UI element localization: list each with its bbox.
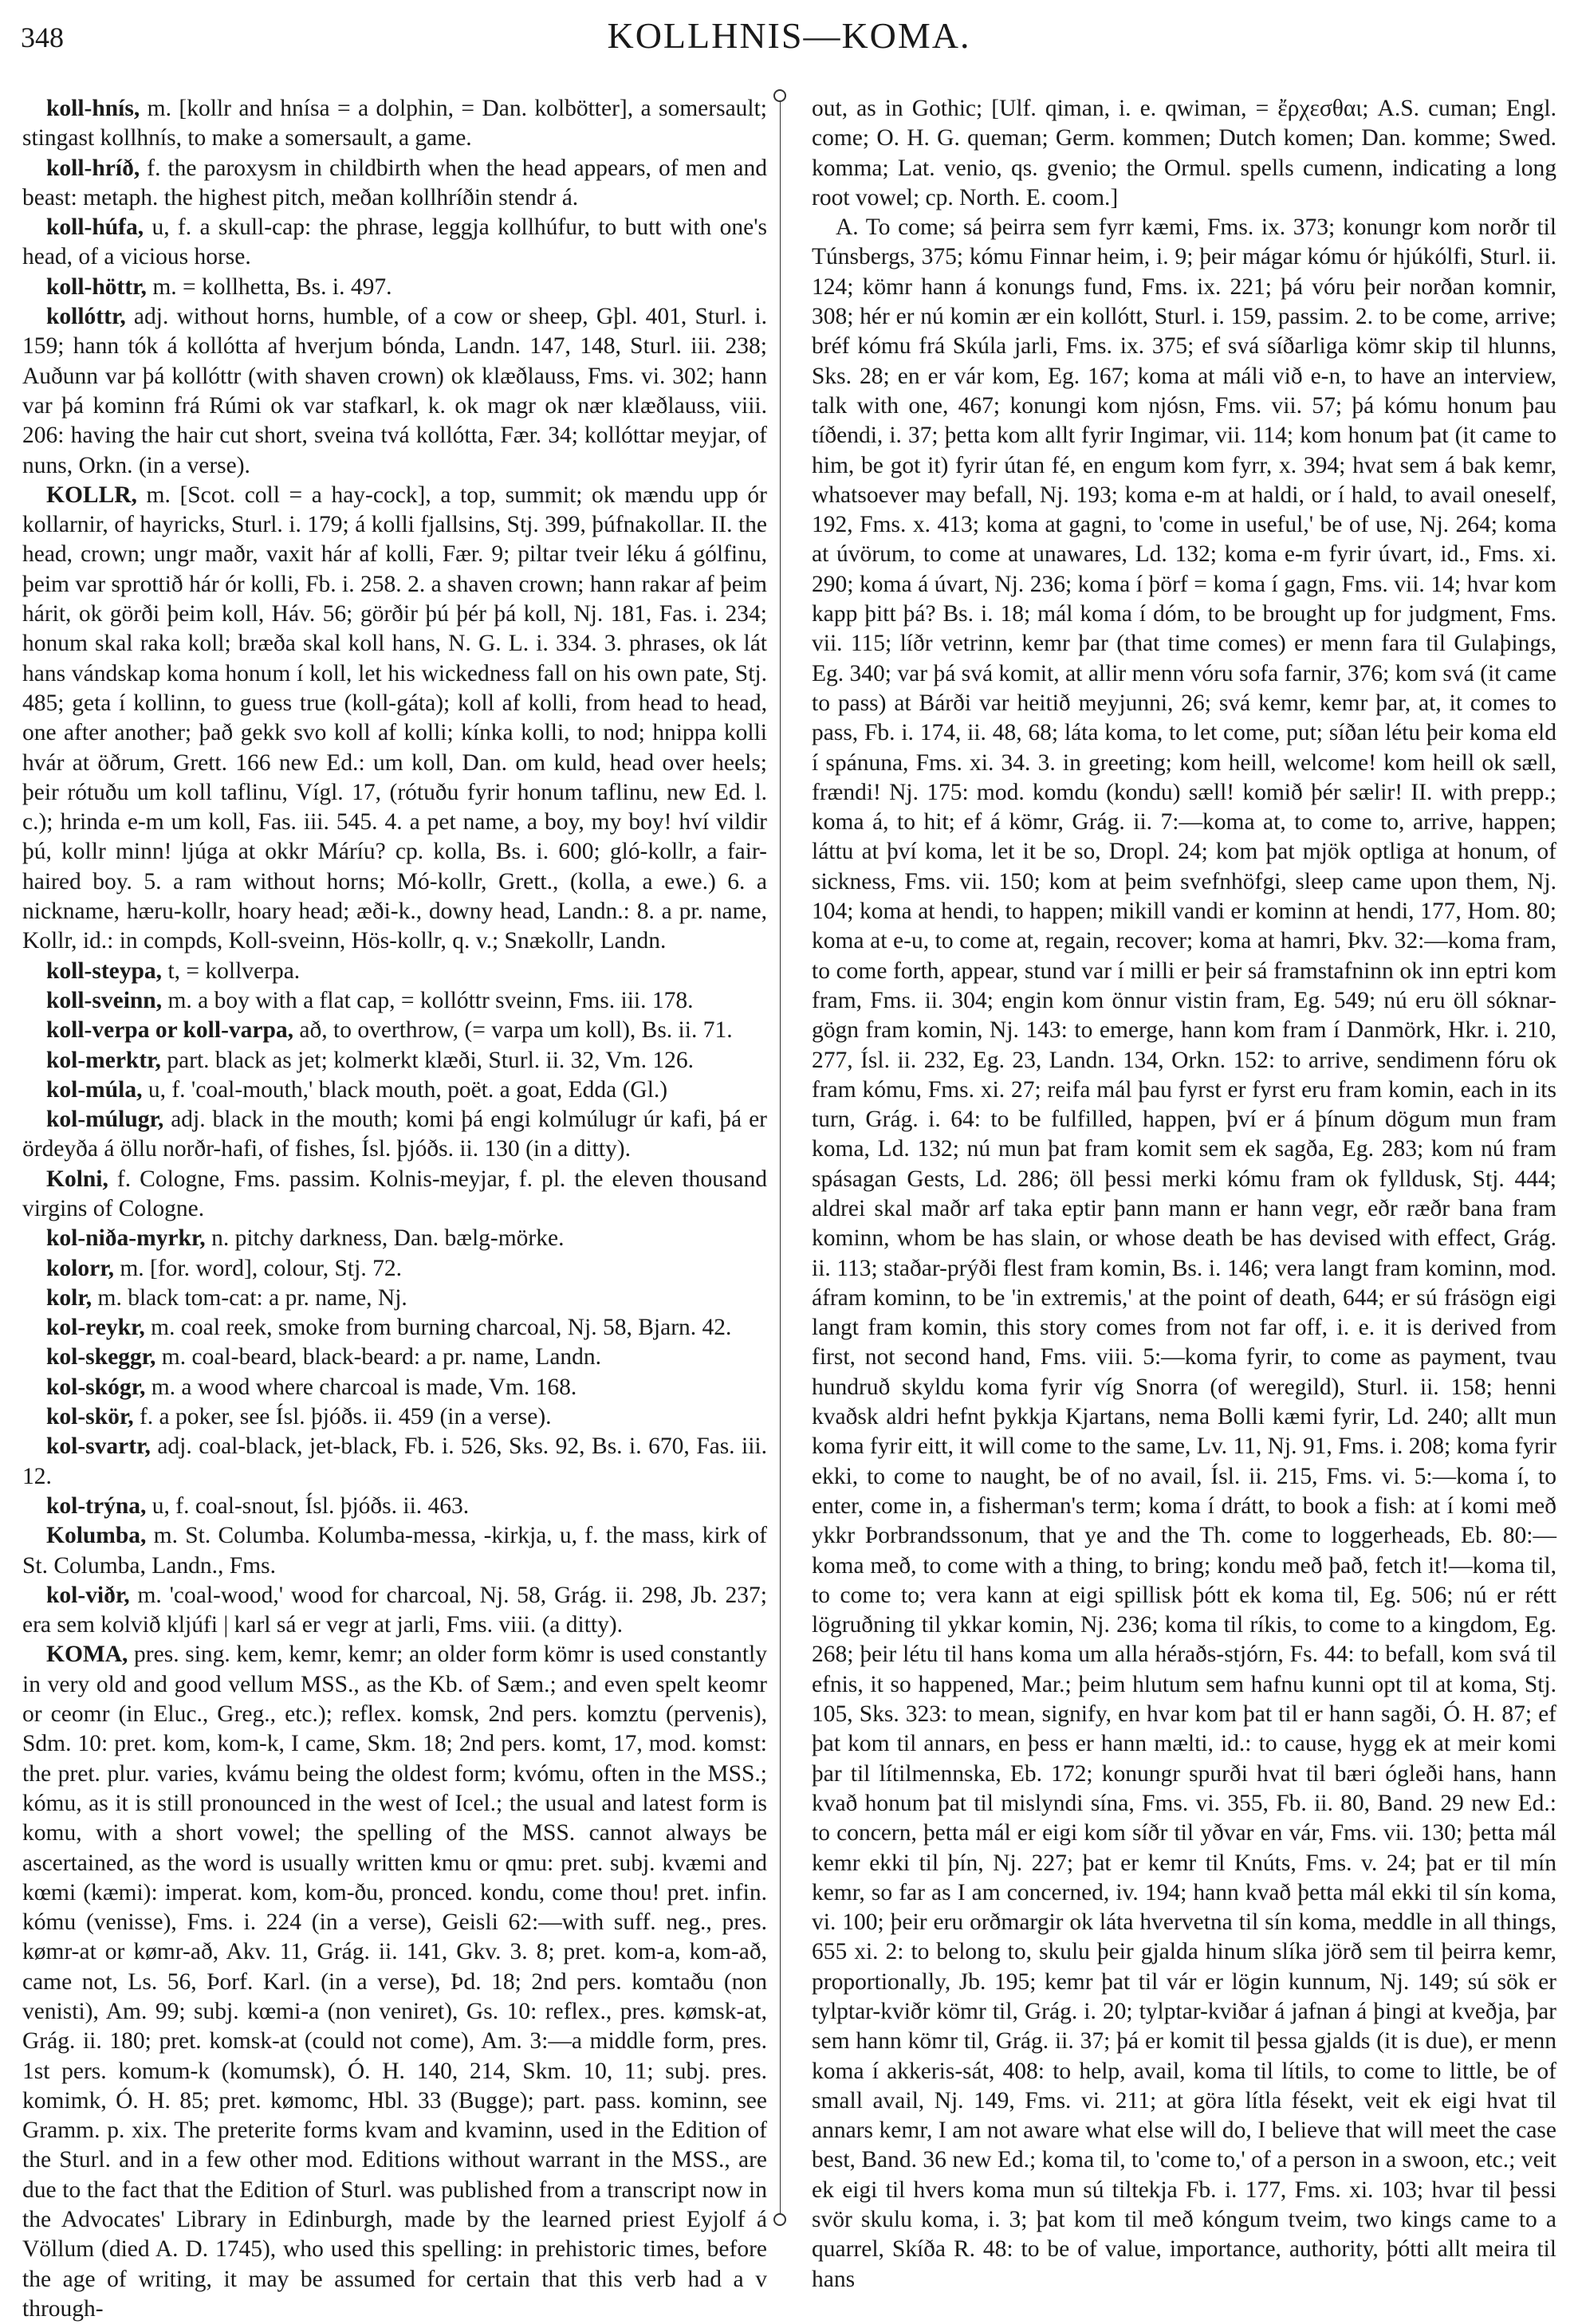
entry-headword: KOLLR, (46, 482, 137, 508)
entry-definition: að, to overthrow, (= varpa um koll), Bs. ii. 71. (293, 1017, 733, 1044)
entry-definition: m. [kollr and hnísa = a dolphin, = Dan. kolbötter], a somersault; stingast kollhnís, to make a somersault, a game. (22, 96, 767, 151)
dictionary-entry (22, 1343, 767, 1372)
dictionary-entry (22, 1640, 767, 2324)
entry-definition: m. coal-beard, black-beard: a pr. name, Landn. (155, 1344, 602, 1370)
dictionary-entry (22, 1284, 767, 1313)
entry-headword: kol-svartr, (46, 1433, 151, 1460)
entry-definition: u, f. coal-snout, Ísl. þjóðs. ii. 463. (146, 1492, 470, 1519)
entry-headword: koll-hríð, (46, 155, 140, 181)
entry-definition: u, f. a skull-cap: the phrase, leggja kollhúfur, to butt with one's head, of a vicious horse. (22, 214, 767, 270)
divider-ornament-icon (773, 2213, 786, 2226)
entry-headword: koll-hnís, (46, 96, 140, 121)
page-title: KOLLHNIS—KOMA. (607, 15, 971, 56)
left-column (22, 94, 767, 2324)
dictionary-entry (22, 1373, 767, 1402)
entry-definition: out, as in Gothic; [Ulf. qiman, i. e. qwiman, = ἔρχεσθαι; A.S. cuman; Engl. come; O. H. G. queman; Germ. kommen; Dutch komen; Dan. komme; Swed. komma; Lat. venio, qs. gvenio; the Ormul. spells cumenn, indicating a long root vowel; cp. North. E. coom.] (812, 96, 1556, 210)
entry-headword: kol-merktr, (46, 1047, 161, 1073)
dictionary-entry (22, 302, 767, 481)
dictionary-entry (22, 1402, 767, 1432)
entry-headword: kollóttr, (46, 304, 126, 330)
entry-headword: kol-trýna, (46, 1492, 147, 1519)
entry-headword: kol-viðr, (46, 1582, 130, 1608)
dictionary-entry (22, 1313, 767, 1343)
entry-definition: f. a poker, see Ísl. þjóðs. ii. 459 (in a verse). (133, 1404, 552, 1430)
entry-definition: m. = kollhetta, Bs. i. 497. (146, 273, 392, 300)
dictionary-entry (812, 213, 1556, 2295)
page-header (21, 14, 1557, 70)
dictionary-entry (22, 213, 767, 273)
entry-headword: kol-skeggr, (46, 1344, 156, 1370)
dictionary-entry (22, 1046, 767, 1075)
dictionary-entry (22, 957, 767, 986)
dictionary-entry (22, 273, 767, 302)
dictionary-entry (812, 94, 1556, 213)
dictionary-entry (22, 986, 767, 1016)
entry-headword: koll-verpa or koll-varpa, (46, 1017, 294, 1044)
dictionary-entry (22, 1165, 767, 1225)
entry-headword: kolorr, (46, 1255, 114, 1281)
entry-definition: u, f. 'coal-mouth,' black mouth, poët. a goat, Edda (Gl.) (142, 1076, 668, 1103)
dictionary-entry (22, 1521, 767, 1581)
entry-definition: f. Cologne, Fms. passim. Kolnis-meyjar, f. pl. the eleven thousand virgins of Cologne. (22, 1166, 767, 1221)
entry-headword: kol-skógr, (46, 1374, 146, 1400)
dictionary-entry (22, 481, 767, 957)
dictionary-entry (22, 1492, 767, 1521)
entry-definition: pres. sing. kem, kemr, kemr; an older form kömr is used constantly in very old and good vellum MSS., as the Kb. of Sæm.; and even spelt keomr or ceomr (in Eluc., Greg., etc.); reflex. komsk, 2nd pers. komztu (pervenis), Sdm. 10: pret. kom, kom-k, I came, Skm. 18; 2nd pers. komt, 17, mod. komst: the pret. plur. varies, kvámu being the oldest form; kvómu, often in the MSS.; kómu, as it is still pronounced in the west of Icel.; the usual and latest form is komu, with a short vowel; the spelling of the MSS. cannot always be ascertained, as the word is usually written kmu or qmu: pret. subj. kvæmi and kœmi (kæmi): imperat. kom, kom-ðu, pronced. kondu, come thou! pret. infin. kómu (venisse), Fms. i. 224 (in a verse), Geisli 62:—with suff. neg., pres. kømr-at or kømr-að, Akv. 11, Grág. ii. 141, Gkv. 3. 8; pret. kom-a, kom-að, came not, Ls. 56, Þorf. Karl. (in a verse), Þd. 18; 2nd pers. komtaðu (non venisti), Am. 99; subj. kœmi-a (non veniret), Gs. 10: reflex., pres. kømsk-at, Grág. ii. 180; pret. komsk-at (could not come), Am. 3:—a middle form, pres. 1st pers. komum-k (komumsk), Ó. H. 140, 214, Skm. 10, 11; subj. pres. komimk, Ó. H. 85; pret. kømomc, Hbl. 33 (Bugge); part. pass. kominn, see Gramm. p. xix. The preterite forms kvam and kvaminn, used in the Edition of the Sturl. and in a few other mod. Editions without warrant in the MSS., are due to the fact that the Edition of Sturl. was published from a transcript now in the Advocates' Library in Edinburgh, made by the learned priest Eyjolf á Völlum (died A. D. 1745), who used this spelling: in prehistoric times, before the age of writing, it may be assumed for certain that this verb had a v through- (22, 1642, 767, 2322)
dictionary-entry (22, 1581, 767, 1641)
entry-headword: kol-múla, (46, 1076, 143, 1103)
entry-definition: A. To come; sá þeirra sem fyrr kæmi, Fms. ix. 373; konungr kom norðr til Túnsbergs, 375; kómu Finnar heim, i. 9; þeir mágar kómu ór hjúkólfi, Sturl. ii. 124; kömr hann á konungs fund, Fms. ix. 221; þá vóru þeir norðan komnir, 308; hér er nú komin ær ein kollótt, Sturl. i. 159, passim. 2. to be come, arrive; bréf kómu frá Skúla jarli, Fms. ix. 375; ef svá síðarliga kömr skip til hlunns, Sks. 28; en er vár kom, Eg. 167; koma at máli við e-n, to have an interview, talk with one, 467; konungi kom njósn, Fms. vii. 57; þá kómu honum þau tíðendi, i. 37; þetta kom allt fyrir Ingimar, vii. 114; kom honum þat (it came to him, be got it) fyrir útan fé, en engum kom fyrr, x. 394; hvat sem á bak kemr, whatsoever may befall, Nj. 193; koma e-m at haldi, or í hald, to avail oneself, 192, Fms. x. 413; koma at gagni, to 'come in useful,' be of use, Nj. 264; koma at úvörum, to come at unawares, Ld. 132; koma e-m fyrir úvart, id., Fms. xi. 290; koma á úvart, Nj. 236; koma í þörf = koma í gagn, Fms. vii. 14; hvar kom kapp þitt þá? Bs. i. 18; mál koma í dóm, to be brought up for judgment, Fms. vii. 115; líðr vetrinn, kemr þar (that time comes) er menn fara til Gulaþings, Eg. 340; var þá svá komit, at allir menn vóru sofa farnir, 376; kom svá (it came to pass) at Bárði var heitið meyjunni, 26; svá kemr, kemr þar, at, it comes to pass, Fb. i. 174, ii. 48, 68; láta koma, to let come, put; síðan létu þeir koma eld í spánuna, Fms. xi. 34. 3. in greeting; kom heill, welcome! kom heill ok sæll, frændi! Nj. 175: mod. komdu (kondu) sæll! komið þér sælir! II. with prepp.; koma á, to hit; ef á kömr, Grág. ii. 7:—koma at, to come to, arrive, happen; láttu at því koma, let it be so, Dropl. 24; kom þat mjök optliga at honum, of sickness, Fms. vii. 150; kom at þeim svefnhöfgi, sleep came upon them, Nj. 104; koma at hendi, to happen; mikill vandi er kominn at hendi, 177, Hom. 80; koma at e-u, to come at, regain, recover; koma at hamri, Þkv. 32:—koma fram, to come forth, appear, stund var í milli er þeir sá framstafninn ok inn eptri kom fram, Fms. ii. 304; engin kom önnur vistin fram, Eg. 549; nú eru öll sóknar-gögn fram komin, Nj. 143: to emerge, hann kom fram í Danmörk, Hkr. i. 210, 277, Ísl. ii. 232, Eg. 23, Landn. 134, Orkn. 152: to arrive, sendimenn fóru ok fram kómu, Fms. xi. 27; reifa mál þau fyrst er fyrst eru fram komin, each in its turn, Grág. i. 64: to be fulfilled, happen, því er á þínum dögum mun fram koma, Ld. 132; nú mun þat fram komit sem ek sagða, Eg. 283; kom nú fram spásagan Gests, Ld. 286; öll þessi merki kómu fram ok fylldusk, Stj. 444; aldrei skal maðr arf taka eptir þann mann er hann vegr, eðr ræðr bana fram kominn, whom be has slain, or whose death be has devised with effect, Grág. ii. 113; staðar-prýði flest fram komin, Bs. i. 146; vera langt fram kominn, mod. áfram kominn, to be 'in extremis,' at the point of death, 644; er sú frásögn eigi langt fram komin, this story comes from not far off, i. e. it is derived from first, not second hand, Fms. viii. 5:—koma fyrir, to come as payment, tvau hundruð skyldu koma fyrir víg Snorra (of weregild), Sturl. ii. 158; henni kvaðsk aldri hefnt þykkja Kjartans, nema Bolli kæmi fyrir, Ld. 240; allt mun koma fyrir eitt, it will come to the same, Lv. 11, Nj. 91, Fms. i. 208; koma fyrir ekki, to come to naught, be of no avail, Ísl. ii. 215, Fms. vi. 5:—koma í, to enter, come in, a fisherman's term; koma í drátt, to book a fish: at í komi með ykkr Þorbrandssonum, that ye and the Th. come to loggerheads, Eb. 80:—koma með, to come with a thing, to bring; kondu með það, fetch it!—koma til, to come to; vera kann at eigi spillisk þótt ek koma til, Eg. 506; nú er rétt lögruðning til ykkar komin, Nj. 236; koma til ríkis, to come to a kingdom, Eg. 268; þeir létu til hans koma um alla héraðs-stjórn, Fs. 44: to befall, kom svá til efnis, it so happened, Mar.; þeim hlutum sem hafnu kunni opt til at koma, Stj. 105, Sks. 323: to mean, signify, en hvar kom þat til er hann sagði, Ó. H. 87; ef þat kom til annars, en þess er hann mælti, id.: to cause, hygg ek at meir komi þar til lítilmennska, Eb. 172; konungr spurði hvat til bæri ógleði hans, hann kvað honum þat til mislyndi sína, Fms. vi. 355, Fb. ii. 80, Band. 29 new Ed.: to concern, þetta mál er eigi kom síðr til yðvar en vár, Fms. vii. 130; þetta mál kemr ekki til þín, Nj. 227; þat er kemr til Knúts, Fms. v. 24; þat er til mín kemr, so far as I am concerned, iv. 194; hann kvað þetta mál ekki til sín koma, vi. 100; þeir eru orðmargir ok láta hvervetna til sín koma, meddle in all things, 655 xi. 2: to belong to, skulu þeir gjalda hinum slíka jörð sem til þeirra kemr, proportionally, Jb. 195; kemr þat til vár er lögin kunnum, Nj. 149; sú sök er tylptar-kviðr kömr til, Grág. i. 20; tylptar-kviðar á jafnan á þingi at kveðja, þar sem hann kömr til, Grág. ii. 37; þá er komit til þessa gjalds (it is due), er menn koma í akkeris-sát, 408: to help, avail, koma til lítils, to come to little, be of small avail, Nj. 149, Fms. vi. 211; at göra lítla fésekt, veit ek eigi hvat til annars kemr, I am not aware what else will do, I believe that will meet the case best, Band. 36 new Ed.; koma til, to 'come to,' of a person in a swoon, etc.; veit ek eigi til hvers koma mun sú tiltekja Fb. i. 177, Fms. xi. 103; hvar til þessi svör skulu koma, i. 3; þat kom til með kóngum tveim, two kings came to a quarrel, Skíða R. 48: to be of value, importance, authority, þótti allt meira til hans (812, 214, 1556, 2292)
entry-headword: Kolni, (46, 1166, 108, 1192)
entry-headword: kol-skör, (46, 1404, 134, 1430)
entry-headword: kol-reykr, (46, 1315, 145, 1341)
entry-headword: koll-höttr, (46, 273, 147, 300)
entry-definition: f. the paroxysm in childbirth when the head appears, of men and beast: metaph. the highest pitch, meðan kollhríðin stendr á. (22, 155, 767, 210)
entry-definition: part. black as jet; kolmerkt klæði, Sturl. ii. 32, Vm. 126. (160, 1047, 694, 1073)
entry-definition: adj. black in the mouth; komi þá engi kolmúlugr úr kafi, þá er ördeyða á öllu norðr-hafi, of fishes, Ísl. þjóðs. ii. 130 (in a ditty). (22, 1107, 767, 1162)
entry-headword: koll-steypa, (46, 958, 163, 984)
entry-definition: m. 'coal-wood,' wood for charcoal, Nj. 58, Grág. ii. 298, Jb. 237; era sem kolvið kljúfi | karl sá er vegr at jarli, Fms. viii. (a ditty). (22, 1582, 767, 1638)
right-column (812, 94, 1556, 2295)
entry-definition: t, = kollverpa. (162, 958, 301, 984)
column-divider (780, 97, 781, 2220)
dictionary-entry (22, 1254, 767, 1284)
entry-definition: m. St. Columba. Kolumba-messa, -kirkja, u, f. the mass, kirk of St. Columba, Landn., Fms. (22, 1523, 767, 1579)
entry-headword: koll-sveinn, (46, 987, 163, 1013)
dictionary-entry (22, 154, 767, 214)
entry-headword: kolr, (46, 1284, 92, 1311)
entry-definition: m. a wood where charcoal is made, Vm. 168. (145, 1374, 577, 1400)
entry-definition: adj. coal-black, jet-black, Fb. i. 526, Sks. 92, Bs. i. 670, Fas. iii. 12. (22, 1433, 767, 1489)
entry-definition: m. coal reek, smoke from burning charcoal, Nj. 58, Bjarn. 42. (144, 1315, 732, 1341)
entry-definition: m. [Scot. coll = a hay-cock], a top, summit; ok mændu upp ór kollarnir, of hayricks, Sturl. i. 179; á kolli fjallsins, Stj. 399, þúfnakollar. II. the head, crown; ungr maðr, vaxit hár af kolli, Fær. 9; piltar tveir léku á gólfinu, þeim var sprottið hár ór kolli, Fb. i. 258. 2. a shaven crown; hann rakar af þeim hárit, ok görði þeim koll, Háv. 56; görðir þú þér þá koll, Nj. 181, Fas. i. 234; honum skal raka koll; bræða skal koll hans, N. G. L. i. 334. 3. phrases, ok lát hans vándskap koma honum í koll, let his wickedness fall on his own pate, Stj. 485; geta í kollinn, to guess true (koll-gáta); koll af kolli, from head to head, one after another; það gekk svo koll af kolli; kínka kolli, to nod; hnippa kolli hvár at öðrum, Grett. 166 new Ed.: um koll, Dan. om kuld, head over heels; þeir rótuðu um koll taflinu, Vígl. 17, (rótuðu fyrir honum taflinu, new Ed. l. c.); hrinda e-m um koll, Fas. iii. 545. 4. a pet name, a boy, my boy! hví vildir þú, kollr minn! ljúga at okkr Máríu? cp. kolla, Bs. i. 600; gló-kollr, a fair-haired boy. 5. a ram without horns; Mó-kollr, Grett., (kolla, a ewe.) 6. a nickname, hæru-kollr, hoary head; æði-k., downy head, Landn.: 8. a pr. name, Kollr, id.: in compds, Koll-sveinn, Hös-kollr, q. v.; Snækollr, Landn. (22, 482, 767, 954)
dictionary-entry (22, 1224, 767, 1253)
divider-ornament-icon (773, 89, 786, 102)
dictionary-entry (22, 1016, 767, 1045)
entry-headword: Kolumba, (46, 1523, 147, 1549)
dictionary-entry (22, 94, 767, 154)
entry-definition: adj. without horns, humble, of a cow or sheep, Gþl. 401, Sturl. i. 159; hann tók á kollótta af hverjum bónda, Landn. 147, 148, Sturl. iii. 238; Auðunn var þá kollóttr (with shaven crown) ok klæðlauss, Fms. vi. 302; hann var þá kominn frá Rúmi ok var stafkarl, k. ok magr ok nær klæðlauss, viii. 206: having the hair cut short, sveina tvá kollótta, Fær. 34; kollóttar meyjar, of nuns, Orkn. (in a verse). (22, 304, 767, 478)
entry-headword: kol-múlugr, (46, 1107, 164, 1133)
entry-definition: n. pitchy darkness, Dan. bælg-mörke. (205, 1225, 565, 1252)
entry-headword: koll-húfa, (46, 214, 144, 241)
page-number: 348 (21, 22, 64, 53)
dictionary-entry (22, 1432, 767, 1492)
entry-definition: m. black tom-cat: a pr. name, Nj. (92, 1284, 407, 1311)
entry-definition: m. [for. word], colour, Stj. 72. (113, 1255, 402, 1281)
entry-headword: KOMA, (46, 1642, 128, 1668)
dictionary-entry (22, 1075, 767, 1105)
entry-headword: kol-niða-myrkr, (46, 1225, 206, 1252)
dictionary-entry (22, 1105, 767, 1165)
entry-definition: m. a boy with a flat cap, = kollóttr sveinn, Fms. iii. 178. (162, 987, 694, 1013)
